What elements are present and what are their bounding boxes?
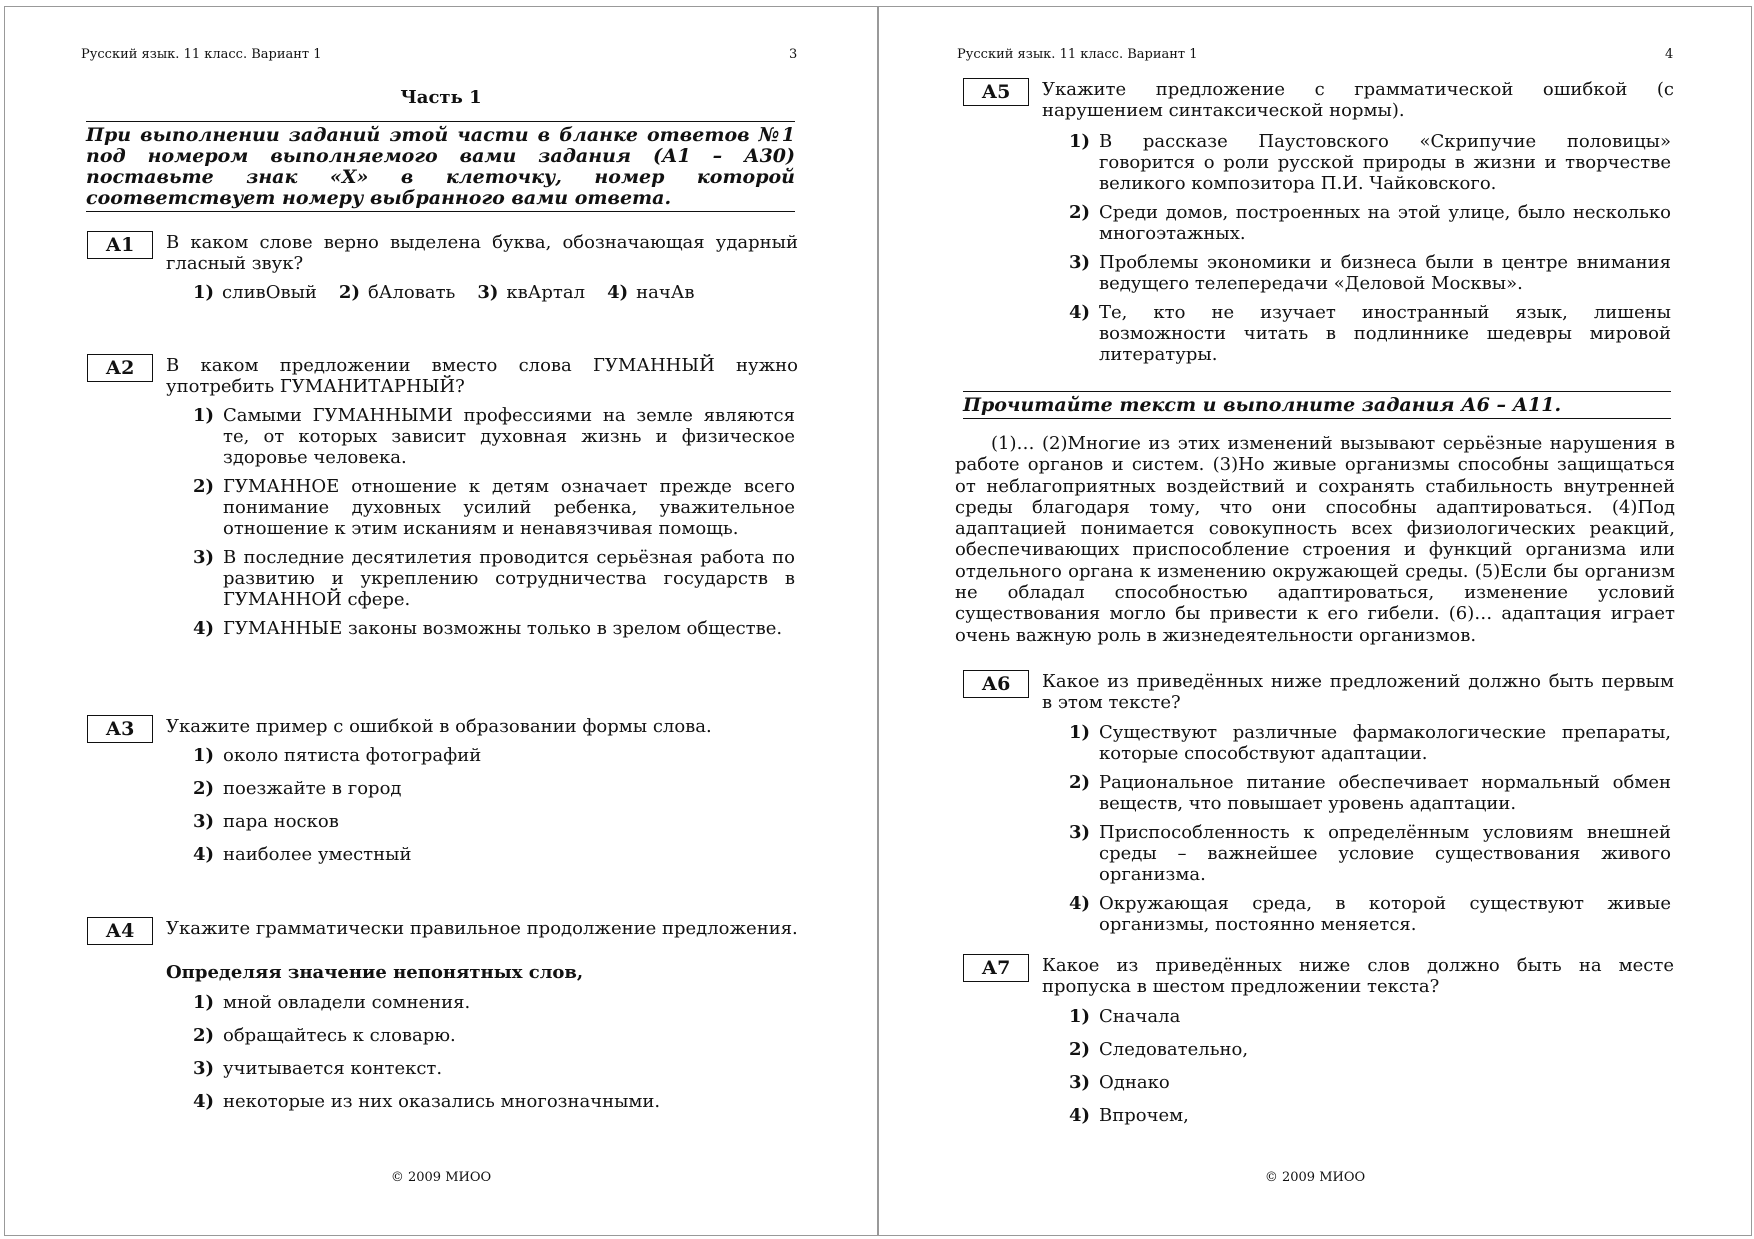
answer-option: 3) Приспособленность к определённым условиям внешней среды – важнейшее условие существования живого организма.: [1069, 822, 1671, 885]
answer-option: 2) Следовательно,: [1069, 1039, 1249, 1060]
task-label: А4: [87, 917, 153, 945]
page-header: Русский язык. 11 класс. Вариант 1: [957, 47, 1198, 62]
task-label: А6: [963, 670, 1029, 698]
page-number: 4: [1665, 47, 1674, 62]
answer-option: 4) Окружающая среда, в которой существуют живые организмы, постоянно меняется.: [1069, 893, 1671, 935]
reading-passage: (1)… (2)Многие из этих изменений вызывают серьёзные нарушения в работе органов и систем. (3)Но живые организмы способны защищаться от неблагоприятных воздействий и сохранять стабильность внутренней среды благодаря тому, что они способны адаптироваться. (4)Под адаптацией понимается совокупность всех физиологических реакций, обеспечивающих приспособление строения и функций организма или отдельного органа к изменению окружающей среды. (5)Если бы организм не обладал способностью адаптироваться, изменение условий существования могло бы привести к его гибели. (6)… адаптация играет очень важную роль в жизнедеятельности организмов.: [955, 433, 1675, 646]
task-label: А2: [87, 354, 153, 382]
task-label: А5: [963, 78, 1029, 106]
text-instruction: Прочитайте текст и выполните задания А6 – А11.: [963, 391, 1671, 419]
answer-option: 3) пара носков: [193, 811, 339, 832]
answer-option: 2) бАловать: [338, 282, 456, 303]
answer-option: 4) начАв: [607, 282, 695, 303]
page-footer: © 2009 МИОО: [1264, 1170, 1366, 1185]
task-question: В каком слове верно выделена буква, обозначающая ударный гласный звук?: [166, 232, 798, 274]
page-footer: © 2009 МИОО: [390, 1170, 492, 1185]
answer-option: 4) ГУМАННЫЕ законы возможны только в зрелом обществе.: [193, 618, 783, 639]
answer-option: 1) мной овладели сомнения.: [193, 992, 471, 1013]
task-question: В каком предложении вместо слова ГУМАННЫЙ нужно употребить ГУМАНИТАРНЫЙ?: [166, 355, 798, 397]
answer-option: 3) В последние десятилетия проводится серьёзная работа по развитию и укреплению сотрудничества государств в ГУМАННОЙ сфере.: [193, 547, 795, 610]
task-label: А3: [87, 715, 153, 743]
answer-option: 3) Проблемы экономики и бизнеса были в центре внимания ведущего телепередачи «Деловой Москвы».: [1069, 252, 1671, 294]
answer-option: 2) обращайтесь к словарю.: [193, 1025, 456, 1046]
part-instruction: При выполнении заданий этой части в бланке ответов №1 под номером выполняемого вами задания (А1 – А30) поставьте знак «Х» в клеточку, номер которой соответствует номеру выбранного вами ответа.: [86, 121, 795, 212]
answer-option: 2) Рациональное питание обеспечивает нормальный обмен веществ, что повышает уровень адаптации.: [1069, 772, 1671, 814]
answer-option: 2) поезжайте в город: [193, 778, 402, 799]
answer-options: [1069, 722, 1671, 935]
answer-options: [193, 282, 695, 303]
answer-options: [1069, 131, 1671, 365]
answer-option: 1) В рассказе Паустовского «Скрипучие половицы» говорится о роли русской природы в жизни и творчестве великого композитора П.И. Чайковского.: [1069, 131, 1671, 194]
task-label: А7: [963, 954, 1029, 982]
answer-option: 1) Самыми ГУМАННЫМИ профессиями на земле являются те, от которых зависит духовная жизнь и физическое здоровье человека.: [193, 405, 795, 468]
task-question: Какое из приведённых ниже предложений должно быть первым в этом тексте?: [1042, 671, 1674, 713]
answer-option: 1) Сначала: [1069, 1006, 1181, 1027]
answer-option: 4) наиболее уместный: [193, 844, 412, 865]
task-lead-phrase: Определяя значение непонятных слов,: [166, 962, 584, 983]
answer-options: [193, 405, 795, 639]
answer-option: 3) учитывается контекст.: [193, 1058, 443, 1079]
task-question: Какое из приведённых ниже слов должно быть на месте пропуска в шестом предложении текста?: [1042, 955, 1674, 997]
answer-option: 4) Те, кто не изучает иностранный язык, лишены возможности читать в подлиннике шедевры мировой литературы.: [1069, 302, 1671, 365]
task-question: Укажите пример с ошибкой в образовании формы слова.: [166, 716, 712, 737]
answer-option: 1) Существуют различные фармакологические препараты, которые способствуют адаптации.: [1069, 722, 1671, 764]
answer-options: [1069, 1006, 1671, 1126]
part-title: Часть 1: [400, 87, 482, 108]
right-page: [878, 6, 1752, 1236]
answer-option: 3) квАртал: [477, 282, 586, 303]
answer-options: [193, 745, 795, 865]
answer-option: 3) Однако: [1069, 1072, 1170, 1093]
task-question: Укажите предложение с грамматической ошибкой (с нарушением синтаксической нормы).: [1042, 79, 1674, 121]
page-header: Русский язык. 11 класс. Вариант 1: [81, 47, 322, 62]
task-label: А1: [87, 231, 153, 259]
answer-option: 2) ГУМАННОЕ отношение к детям означает прежде всего понимание духовных усилий ребенка, уважительное отношение к этим исканиям и ненавязчивая помощь.: [193, 476, 795, 539]
page-number: 3: [789, 47, 798, 62]
task-question: Укажите грамматически правильное продолжение предложения.: [166, 918, 798, 939]
answer-option: 2) Среди домов, построенных на этой улице, было несколько многоэтажных.: [1069, 202, 1671, 244]
answer-option: 4) Впрочем,: [1069, 1105, 1189, 1126]
answer-options: [193, 992, 795, 1112]
answer-option: 1) около пятиста фотографий: [193, 745, 482, 766]
left-page: [4, 6, 878, 1236]
answer-option: 4) некоторые из них оказались многозначными.: [193, 1091, 661, 1112]
answer-option: 1) сливОвый: [193, 282, 317, 303]
